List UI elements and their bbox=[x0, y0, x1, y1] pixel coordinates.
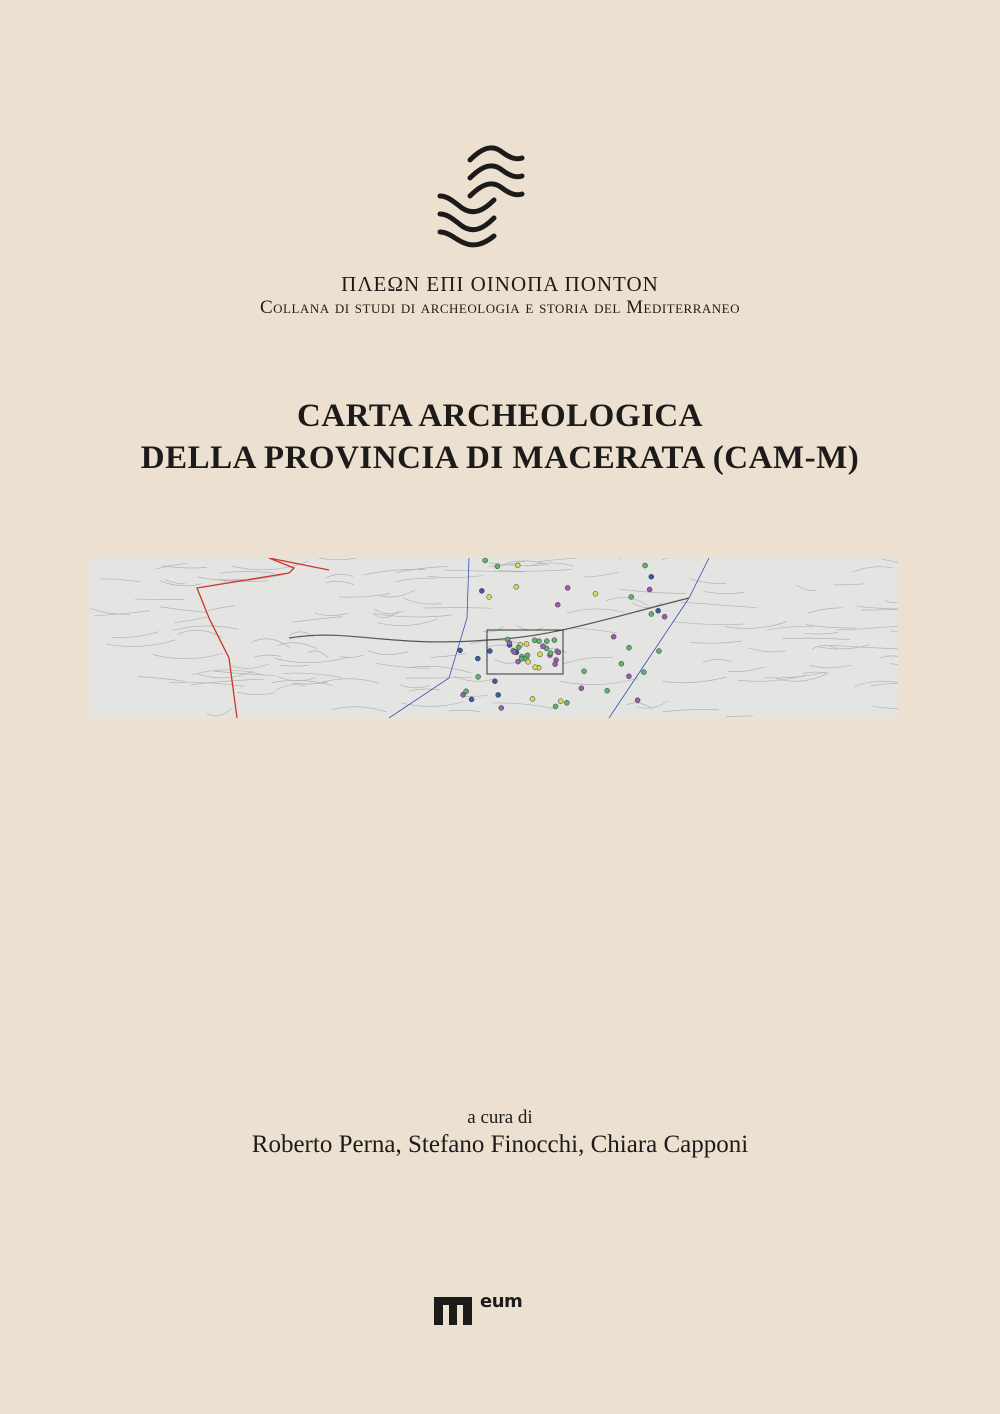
series-subtitle: Collana di studi di archeologia e storia del Mediterraneo bbox=[259, 297, 740, 318]
map-site-marker bbox=[662, 614, 667, 619]
map-site-marker bbox=[619, 661, 624, 666]
map-site-marker bbox=[611, 634, 616, 639]
archaeological-map-image bbox=[89, 558, 898, 718]
map-site-marker bbox=[582, 669, 587, 674]
map-site-marker bbox=[533, 665, 538, 670]
map-site-marker bbox=[627, 645, 632, 650]
map-site-marker bbox=[512, 650, 517, 655]
eum-m-logo-icon bbox=[434, 1297, 472, 1325]
map-site-marker bbox=[548, 651, 553, 656]
editors: Roberto Perna, Stefano Finocchi, Chiara Capponi bbox=[251, 1131, 749, 1158]
map-site-marker bbox=[564, 700, 569, 705]
map-site-marker bbox=[555, 602, 560, 607]
map-site-marker bbox=[605, 688, 610, 693]
map-site-marker bbox=[626, 674, 631, 679]
map-site-marker bbox=[540, 644, 545, 649]
map-site-marker bbox=[553, 662, 558, 667]
curated-by-label: a cura di bbox=[467, 1107, 533, 1128]
map-site-marker bbox=[643, 563, 648, 568]
map-site-marker bbox=[487, 649, 492, 654]
map-site-marker bbox=[525, 653, 530, 658]
map-site-marker bbox=[458, 648, 463, 653]
map-site-marker bbox=[461, 692, 466, 697]
map-site-marker bbox=[492, 679, 497, 684]
map-site-marker bbox=[629, 594, 634, 599]
book-title-line-1: CARTA ARCHEOLOGICA bbox=[296, 398, 704, 434]
map-site-marker bbox=[579, 686, 584, 691]
map-site-marker bbox=[537, 652, 542, 657]
map-site-marker bbox=[496, 692, 501, 697]
map-site-marker bbox=[593, 591, 598, 596]
map-site-marker bbox=[656, 649, 661, 654]
map-site-marker bbox=[552, 638, 557, 643]
map-site-marker bbox=[507, 641, 512, 646]
waves-icon bbox=[430, 138, 540, 248]
book-title-line-2: DELLA PROVINCIA DI MACERATA (CAM-M) bbox=[140, 440, 860, 476]
map-site-marker bbox=[483, 558, 488, 563]
map-site-marker bbox=[515, 563, 520, 568]
map-site-marker bbox=[499, 705, 504, 710]
map-site-marker bbox=[479, 588, 484, 593]
map-site-marker bbox=[495, 564, 500, 569]
map-site-marker bbox=[565, 585, 570, 590]
map-site-marker bbox=[558, 699, 563, 704]
map-site-marker bbox=[469, 697, 474, 702]
map-site-marker bbox=[649, 574, 654, 579]
map-site-marker bbox=[649, 611, 654, 616]
map-site-marker bbox=[635, 698, 640, 703]
map-site-marker bbox=[516, 645, 521, 650]
map-site-marker bbox=[544, 639, 549, 644]
map-site-marker bbox=[656, 608, 661, 613]
series-greek-title: ΠΛΕΩΝ ΕΠΙ ΟΙΝΟΠΑ ΠΟΝΤΟΝ bbox=[341, 272, 659, 296]
map-site-marker bbox=[514, 584, 519, 589]
map-site-marker bbox=[524, 641, 529, 646]
map-site-marker bbox=[556, 650, 561, 655]
map-site-marker bbox=[647, 587, 652, 592]
map-site-marker bbox=[476, 674, 481, 679]
map-site-marker bbox=[526, 659, 531, 664]
map-site-marker bbox=[487, 594, 492, 599]
map-site-marker bbox=[532, 638, 537, 643]
map-site-marker bbox=[553, 704, 558, 709]
publisher-name: eum bbox=[480, 1291, 523, 1312]
map-site-marker bbox=[641, 670, 646, 675]
map-site-marker bbox=[530, 696, 535, 701]
map-site-marker bbox=[516, 659, 521, 664]
map-site-marker bbox=[475, 656, 480, 661]
